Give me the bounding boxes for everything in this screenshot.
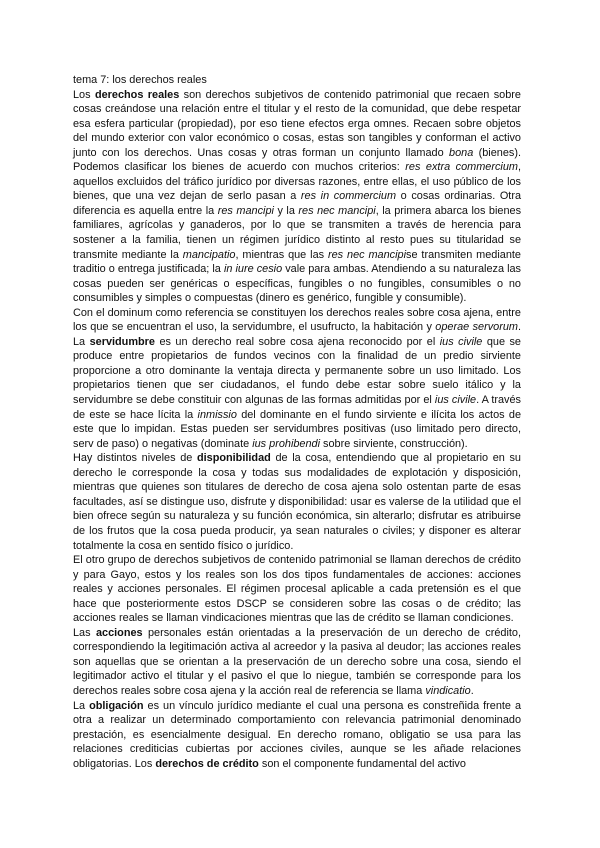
term-disponibilidad: disponibilidad <box>196 452 271 465</box>
term-ius-civile: ius civile <box>439 335 483 348</box>
term-operae-servorum: operae servorum <box>435 321 518 334</box>
term-mancipatio: mancipatio <box>182 248 236 261</box>
term-in-iure-cesio: in iure cesio <box>223 263 283 276</box>
paragraph-servidumbre: Con el dominum como referencia se constituyen los derechos reales sobre cosa ajena, entre los que se encuentran el uso, la servidumbre, el usufructo, la habitación y operae servorum. La servidumbre es un derecho real sobre cosa ajena reconocido por el ius civile que se produce entre propietarios de fundos vecinos con la finalidad de un predio sirviente proporcione a otro dominante la ventaja directa y permanente sobre un uso limitado. Los propietarios tienen que ser ciudadanos, el fundo debe estar sobre suelo itálico y la servidumbre se debe constituir con algunas de las formas admitidas por el ius civile. A través de este se hace lícita la inmissio del dominante en el fundo sirviente e ilícita los actos de este que lo impidan. Estas pueden ser servidumbres positivas (uso limitado pero directo, serv de paso) o negativas (dominate ius prohibendi sobre sirviente, construcción). <box>73 306 522 450</box>
term-derechos-de-credito: derechos de crédito <box>155 757 259 770</box>
term-inmissio: inmissio <box>197 408 237 421</box>
paragraph-derechos-credito: El otro grupo de derechos subjetivos de contenido patrimonial se llaman derechos de crédito y para Gayo, estos y los reales son los dos tipos fundamentales de acciones: acciones reales y acciones personales. El régimen procesal aplicable a cada pretensión es el que hace que posteriormente estos DSCP se consideren sobre las cosas o de crédito; las acciones reales se llaman vindicaciones mientras que las de crédito se llaman condiciones. <box>73 554 521 625</box>
term-res-nec-mancipi: res nec mancipi <box>298 204 376 217</box>
term-ius-civile-2: ius civile <box>434 394 477 407</box>
page-title: tema 7: los derechos reales <box>73 74 207 86</box>
term-res-extra-commercium: res extra commercium <box>405 161 518 174</box>
paragraph-acciones: Las acciones personales están orientadas a la preservación de un derecho de crédito, correspondiendo la legitimación activa al acreedor y la pasiva al deudor; las acciones reales son aquellas que se orientan a la preservación de un derecho sobre una cosa, siendo el legitimador activo el titular y el pasivo el que lo niegue, también se corresponde para los derechos reales sobre cosa ajena y la acción real de referencia se llama vindicatio. <box>73 626 522 697</box>
term-ius-prohibendi: ius prohibendi <box>252 437 321 450</box>
term-acciones: acciones <box>95 626 143 639</box>
term-res-in-commercium: res in commercium <box>300 190 397 203</box>
paragraph-derechos-reales: Los derechos reales son derechos subjetivos de contenido patrimonial que recaen sobre cosas creándose una relación entre el titular y el resto de la comunidad, que debe respetar esa esfera particular (propiedad), por eso tiene efectos erga omnes. Recaen sobre objetos del mundo exterior con valor económico o cosas, estas son tangibles y conforman el activo junto con los derechos. Unas cosas y otras forman un conjunto llamado bona (bienes). Podemos clasificar los bienes de acuerdo con muchos criterios: res extra commercium, aquellos excluidos del tráfico jurídico por diversas razones, entre ellas, el uso público de los bienes, que una vez dejan de serlo pasan a res in commercium o cosas ordinarias. Otra diferencia es aquella entre la res mancipi y la res nec mancipi, la primera abarca los bienes familiares, agrícolas y ganaderos, por lo que se transmiten a través de herencia para sostener a la familia, tienen un régimen jurídico distinto al resto pues su titularidad se transmite mediante la mancipatio, mientras que las res nec mancipise transmiten mediante traditio o entrega justificada; la in iure cesio vale para ambas. Atendiendo a su naturaleza las cosas pueden ser genéricas o específicas, fungibles o no fungibles, consumibles o no consumibles y simples o compuestas (dinero es genérico, fungible y consumible). <box>73 88 522 305</box>
term-res-nec-mancipi-2: res nec mancipi <box>327 248 407 261</box>
term-vindicatio: vindicatio <box>425 684 471 697</box>
term-res-mancipi: res mancipi <box>217 204 274 217</box>
term-obligacion: obligación <box>89 699 144 712</box>
document-page <box>73 73 521 771</box>
paragraph-disponibilidad: Hay distintos niveles de disponibilidad de la cosa, entendiendo que al propietario en su derecho le corresponde la cosa y todas sus modalidades de explotación y disposición, mientras que quienes son titulares de derecho de cosa ajena solo ostentan parte de esas facultades, así se distingue uso, disfrute y disponibilidad: usar es valerse de la utilidad que el bien ofrece según su naturaleza y su función económica, sin alterarlo; disfrutar es atribuirse de los frutos que la cosa pueda producir, ya sean naturales o civiles; y disponer es alterar totalmente la cosa en sentido físico o jurídico. <box>73 452 521 552</box>
term-derechos-reales: derechos reales <box>94 88 180 101</box>
term-bona: bona <box>449 146 474 159</box>
term-servidumbre: servidumbre <box>89 335 155 348</box>
paragraph-obligacion: La obligación es un vínculo jurídico mediante el cual una persona es constreñida frente a otra a realizar un determinado comportamiento con relevancia patrimonial denominado prestación, es esencialmente desigual. En derecho romano, obligatio se usa para las relaciones crediticias cubiertas por acciones civiles, aunque se les añade relaciones obligatorias. Los derechos de crédito son el componente fundamental del activo <box>73 699 521 770</box>
